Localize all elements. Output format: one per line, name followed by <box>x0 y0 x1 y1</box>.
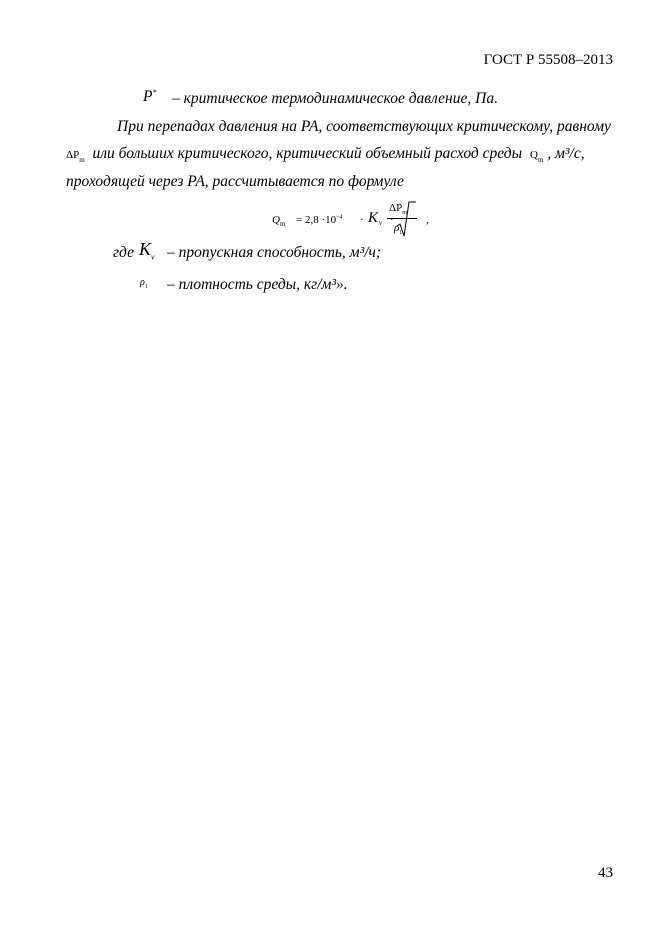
p-symbol-line <box>143 88 156 106</box>
formula-coefficient: = $2,8 \cdot 10^{-4}$ <box>296 214 343 226</box>
p-symbol: P <box>143 88 153 106</box>
delta-p-symbol: ΔP <box>66 149 80 161</box>
fraction-bar <box>387 218 417 219</box>
q-subscript: m <box>537 156 544 165</box>
formula-numerator-text: $\Delta P_m$ <box>389 202 407 217</box>
formula-trailing-comma: , <box>426 214 429 226</box>
document-header: ГОСТ Р 55508–2013 <box>483 52 613 68</box>
formula-denominator: $\rho_1$ <box>394 222 403 237</box>
rho-symbol: $\rho_1$ <box>140 277 148 290</box>
flow-units: , м³/с, <box>547 145 585 162</box>
formula-lhs: $Q_m$ <box>272 214 286 229</box>
paragraph-line-2-text: или больших критического, критический объемный расход среды <box>92 145 523 162</box>
where-label: где <box>113 244 134 261</box>
page-number: 43 <box>598 865 613 881</box>
p-definition-text: – критическое термодинамическое давление, Па. <box>172 90 498 107</box>
rho-definition-text: – плотность среды, кг/м³». <box>167 276 348 293</box>
formula-dot-2: · <box>390 214 394 226</box>
formula-dot-1: · <box>360 214 364 226</box>
kv-symbol: $K_v$ <box>139 239 155 262</box>
p-superscript: * <box>152 88 157 97</box>
paragraph-line-3: проходящей через РА, рассчитывается по формуле <box>66 173 404 190</box>
kv-definition-text: – пропускная способность, м³/ч; <box>167 244 382 261</box>
formula-k: K <box>368 210 379 226</box>
q-symbol: Q <box>529 149 538 161</box>
formula-k-subscript: v <box>379 219 383 227</box>
delta-p-subscript: m <box>79 156 85 165</box>
paragraph-line-1: При перепадах давления на РА, соответствующих критическому, равному <box>117 118 611 135</box>
paragraph-line-2 <box>66 145 612 164</box>
